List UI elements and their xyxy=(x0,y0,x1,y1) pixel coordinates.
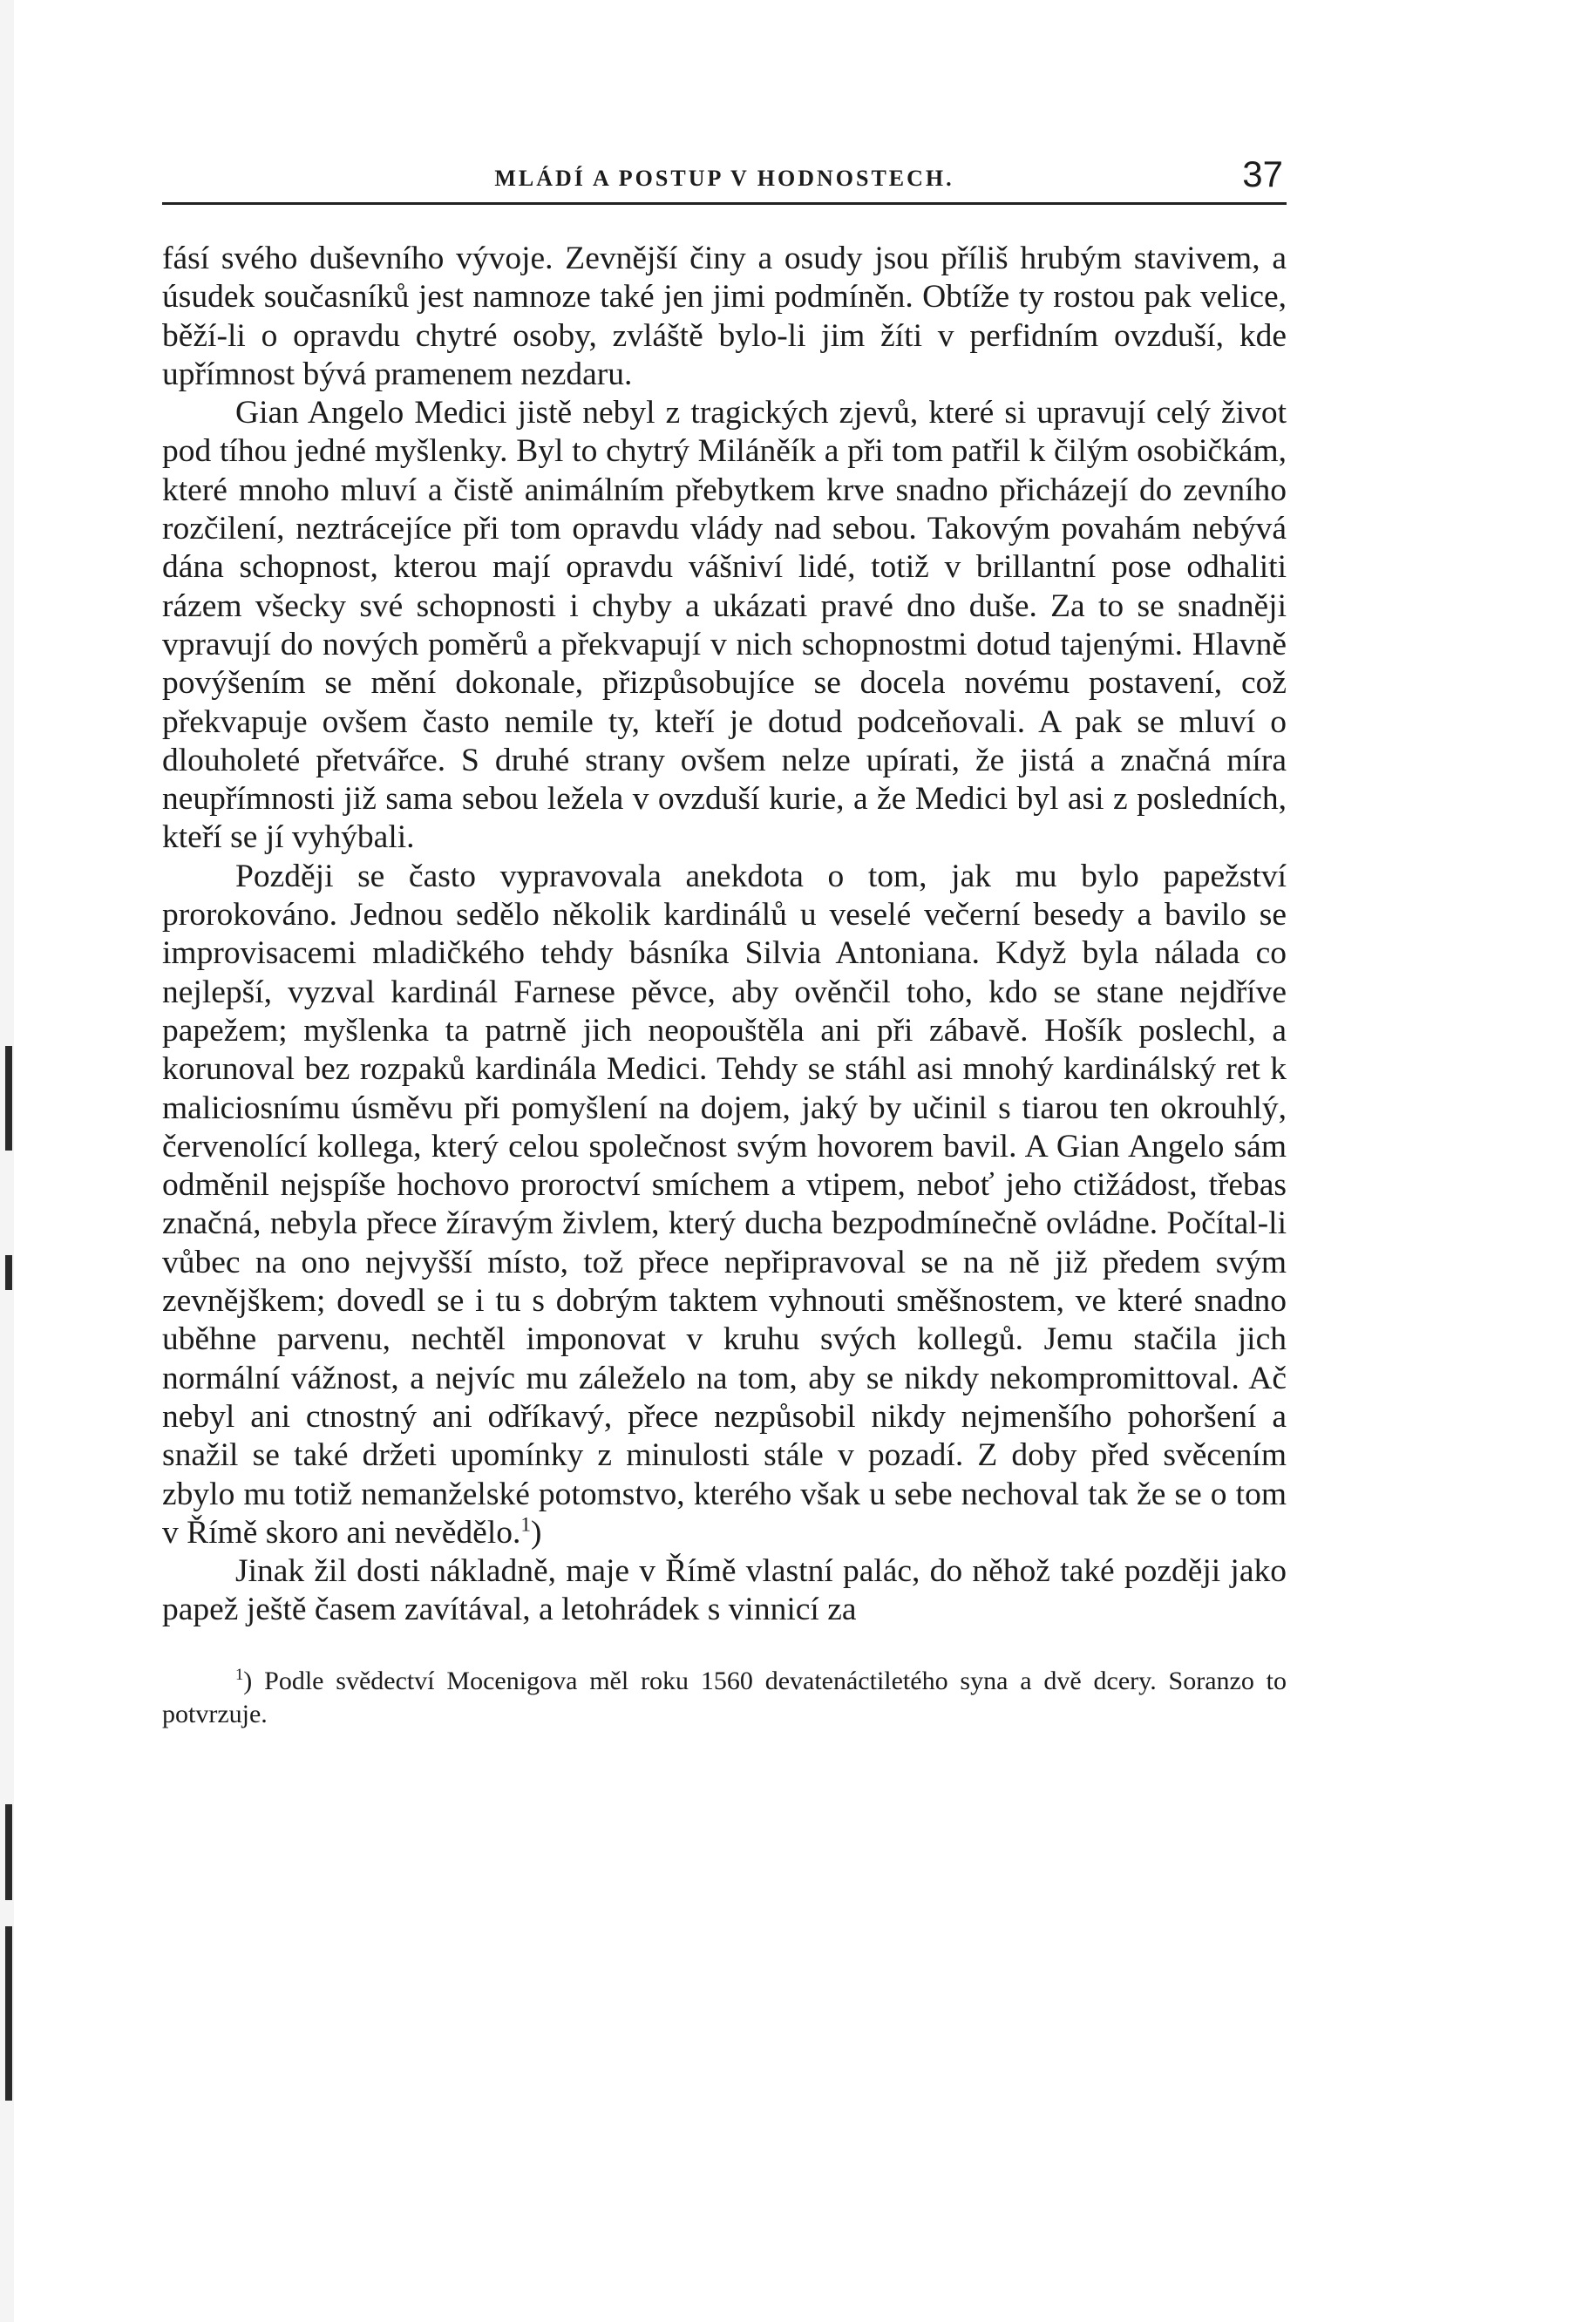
footnote-text: Podle svědectví Mocenigova měl roku 1560 devatenáctiletého syna a dvě dcery. Soranzo to potvrzuje. xyxy=(162,1666,1287,1728)
scan-mark xyxy=(5,1926,12,2101)
page-number: 37 xyxy=(1242,153,1283,194)
footnote-reference: 1 xyxy=(520,1513,531,1537)
paragraph xyxy=(162,858,1287,1552)
scan-mark xyxy=(5,1046,12,1151)
paragraph: fásí svého duševního vývoje. Zevnější činy a osudy jsou příliš hrubým stavivem, a úsudek současníků jest namnoze také jen jimi podmíněn. Obtíže ty rostou pak velice, běží-li o opravdu chytré osoby, zvláště bylo-li jim žíti v perfidním ovzduší, kde upřímnost bývá pramenem nezdaru. xyxy=(162,241,1287,392)
page-header xyxy=(162,148,1287,205)
scan-mark xyxy=(5,1255,12,1290)
footnote xyxy=(162,1665,1287,1731)
paragraph: Gian Angelo Medici jistě nebyl z tragických zjevů, které si upravují celý život pod tíhou jedné myšlenky. Byl to chytrý Miláněík a při tom patřil k čilým osobičkám, které mnoho mluví a čistě animálním přebytkem krve snadno přicházejí do zevního rozčilení, neztrácejíce při tom opravdu vlády nad sebou. Takovým povahám nebývá dána schopnost, kterou mají opravdu vášniví lidé, totiž v brillantní pose odhaliti rázem všecky své schopnosti i chyby a ukázati pravé dno duše. Za to se snadněji vpravují do nových poměrů a překvapují v nich schopnostmi dotud tajenými. Hlavně povýšením se mění dokonale, přizpůsobujíce se docela novému postavení, což překvapuje ovšem často nemile ty, kteří je dotud podceňovali. A pak se mluví o dlouholeté přetvářce. S druhé strany ovšem nelze upírati, že jistá a značná míra neupřímnosti již sama sebou ležela v ovzduší kurie, a že Medici byl asi z posledních, kteří se jí vyhýbali. xyxy=(162,395,1287,856)
running-title: MLÁDÍ A POSTUP V HODNOSTECH. xyxy=(494,166,954,191)
footnote-reference-close: ) xyxy=(531,1514,542,1551)
paragraph: Jinak žil dosti nákladně, maje v Římě vlastní palác, do něhož také později jako papež ještě časem zavítával, a letohrádek s vinnicí za xyxy=(162,1553,1287,1628)
scan-mark xyxy=(5,1804,12,1900)
scan-edge xyxy=(0,0,14,2322)
footnote-marker: 1 xyxy=(235,1665,244,1684)
paragraph-text: Později se často vypravovala anekdota o tom, jak mu bylo papežství prorokováno. Jednou sedělo několik kardinálů u veselé večerní besedy a bavilo se improvisacemi mladičkého tehdy básníka Silvia Antoniana. Když byla nálada co nejlepší, vyzval kardinál Farnese pěvce, aby ověnčil toho, kdo se stane nejdříve papežem; myšlenka ta patrně jich neopouštěla ani při zábavě. Hošík poslechl, a korunoval bez rozpaků kardinála Medici. Tehdy se stáhl asi mnohý kardinálský ret k maliciosnímu úsměvu při pomyšlení na dojem, jaký by učinil s tiarou ten okrouhlý, červenolící kollega, který celou společnost svým hovorem bavil. A Gian Angelo sám odměnil nejspíše hochovo proroctví smíchem a vtipem, neboť jeho ctižádost, třebas značná, nebyla přece žíravým živlem, který ducha bezpodmínečně ovládne. Počítal-li vůbec na ono nejvyšší místo, tož přece nepřipravoval se na ně již předem svým zevnějškem; dovedl se i tu s dobrým taktem vyhnouti směšnostem, ve které snadno uběhne parvenu, nechtěl imponovat v kruhu svých kollegů. Jemu stačila jich normální vážnost, a nejvíc mu záleželo na tom, aby se nikdy nekompromittoval. Ač nebyl ani ctnostný ani odříkavý, přece nezpůsobil nikdy nejmenšího pohoršení a snažil se také držeti upomínky z minulosti stále v pozadí. Z doby před svěcením zbylo mu totiž nemanželské potomstvo, kterého však u sebe nechoval tak že se o tom v Římě skoro ani nevědělo. xyxy=(162,858,1287,1551)
body-text xyxy=(162,240,1287,1630)
book-page xyxy=(162,148,1287,1731)
footnote-marker-close: ) xyxy=(243,1666,253,1695)
